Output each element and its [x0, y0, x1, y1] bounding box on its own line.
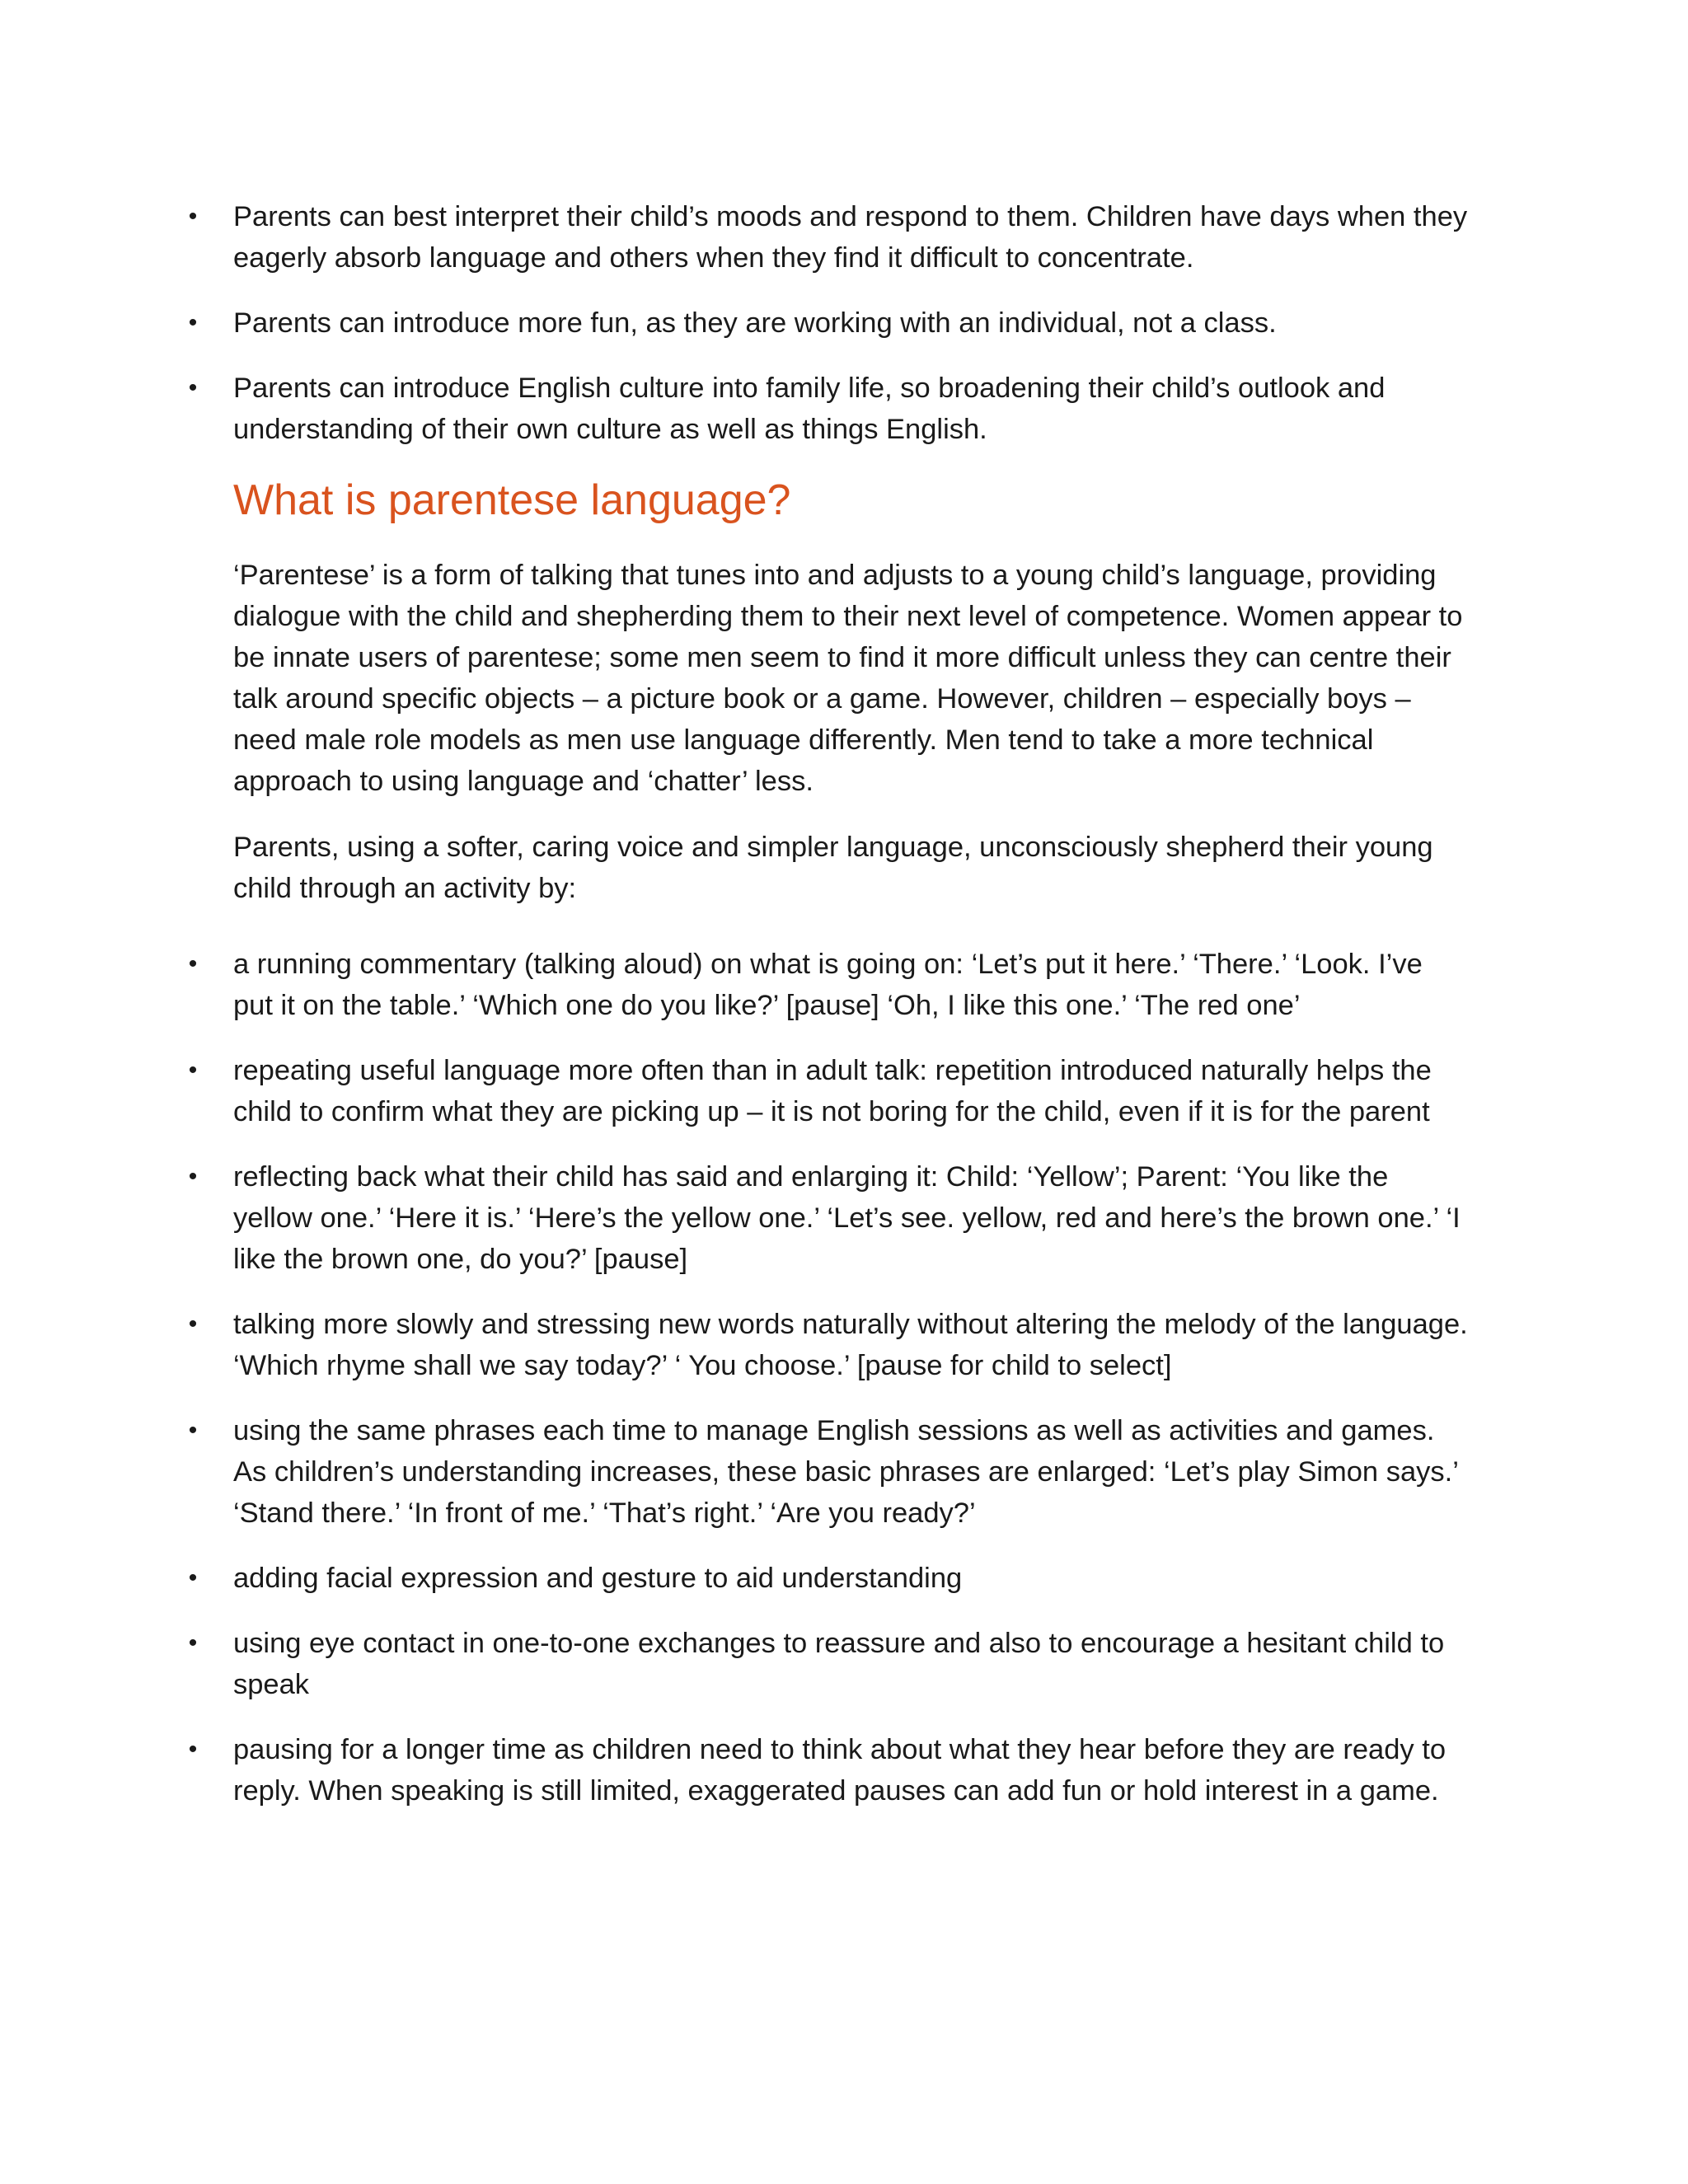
bullet-icon: •	[188, 1417, 198, 1444]
bullet-icon: •	[188, 309, 198, 336]
list-item	[188, 1050, 1470, 1132]
list-item-text: reflecting back what their child has said and enlarging it: Child: ‘Yellow’; Parent: ‘You like the yellow one.’ ‘Here it is.’ ‘Here’s the yellow one.’ ‘Let’s see. yellow, red and here’s the brown one.’ ‘I like the brown one, do you?’ [pause]	[233, 1161, 1461, 1275]
list-item	[188, 1410, 1470, 1534]
paragraph: Parents, using a softer, caring voice and simpler language, unconsciously shepherd their young child through an activity by:	[233, 832, 1433, 904]
intro-bullet-list	[188, 196, 1470, 450]
list-item	[188, 1156, 1470, 1280]
list-item	[188, 1729, 1470, 1811]
page-content	[188, 196, 1470, 1835]
list-item-text: using the same phrases each time to manage English sessions as well as activities and games. As children’s understanding increases, these basic phrases are enlarged: ‘Let’s play Simon says.’ ‘Stand there.’ ‘In front of me.’ ‘That’s right.’ ‘Are you ready?’	[233, 1415, 1458, 1529]
technique-bullet-list	[188, 944, 1470, 1811]
list-item	[188, 196, 1470, 279]
bullet-icon: •	[188, 1163, 198, 1190]
list-item	[188, 1558, 1470, 1599]
bullet-icon: •	[188, 1736, 198, 1763]
paragraph: ‘Parentese’ is a form of talking that tunes into and adjusts to a young child’s language, providing dialogue with the child and shepherding them to their next level of competence. Women appear to be innate users of parentese; some men seem to find it more difficult unless they can centre their talk around specific objects – a picture book or a game. However, children – especially boys – need male role models as men use language differently. Men tend to take a more technical approach to using language and ‘chatter’ less.	[233, 560, 1463, 797]
list-item-text: Parents can best interpret their child’s moods and respond to them. Children have days when they eagerly absorb language and others when they find it difficult to concentrate.	[233, 201, 1468, 274]
list-item-text: using eye contact in one-to-one exchanges to reassure and also to encourage a hesitant child to speak	[233, 1628, 1445, 1700]
list-item	[188, 302, 1470, 344]
list-item	[188, 1623, 1470, 1705]
list-item-text: adding facial expression and gesture to aid understanding	[233, 1563, 963, 1594]
bullet-icon: •	[188, 1564, 198, 1591]
bullet-icon: •	[188, 203, 198, 230]
list-item-text: pausing for a longer time as children need to think about what they hear before they are ready to reply. When speaking is still limited, exaggerated pauses can add fun or hold interest in a game.	[233, 1734, 1447, 1807]
bullet-icon: •	[188, 950, 198, 977]
bullet-icon: •	[188, 374, 198, 401]
list-item	[188, 368, 1470, 450]
bullet-icon: •	[188, 1057, 198, 1084]
section-heading: What is parentese language?	[233, 476, 791, 524]
bullet-icon: •	[188, 1310, 198, 1338]
list-item-text: talking more slowly and stressing new words naturally without altering the melody of the language. ‘Which rhyme shall we say today?’ ‘ You choose.’ [pause for child to select]	[233, 1309, 1468, 1381]
list-item	[188, 944, 1470, 1026]
list-item-text: Parents can introduce more fun, as they are working with an individual, not a class.	[233, 307, 1277, 339]
bullet-icon: •	[188, 1629, 198, 1657]
list-item	[188, 1304, 1470, 1386]
list-item-text: a running commentary (talking aloud) on what is going on: ‘Let’s put it here.’ ‘There.’ ‘Look. I’ve put it on the table.’ ‘Which one do you like?’ [pause] ‘Oh, I like this one.’ ‘The red one’	[233, 949, 1423, 1021]
list-item-text: Parents can introduce English culture into family life, so broadening their child’s outlook and understanding of their own culture as well as things English.	[233, 373, 1386, 445]
list-item-text: repeating useful language more often than in adult talk: repetition introduced naturally helps the child to confirm what they are picking up – it is not boring for the child, even if it is for the parent	[233, 1055, 1432, 1127]
